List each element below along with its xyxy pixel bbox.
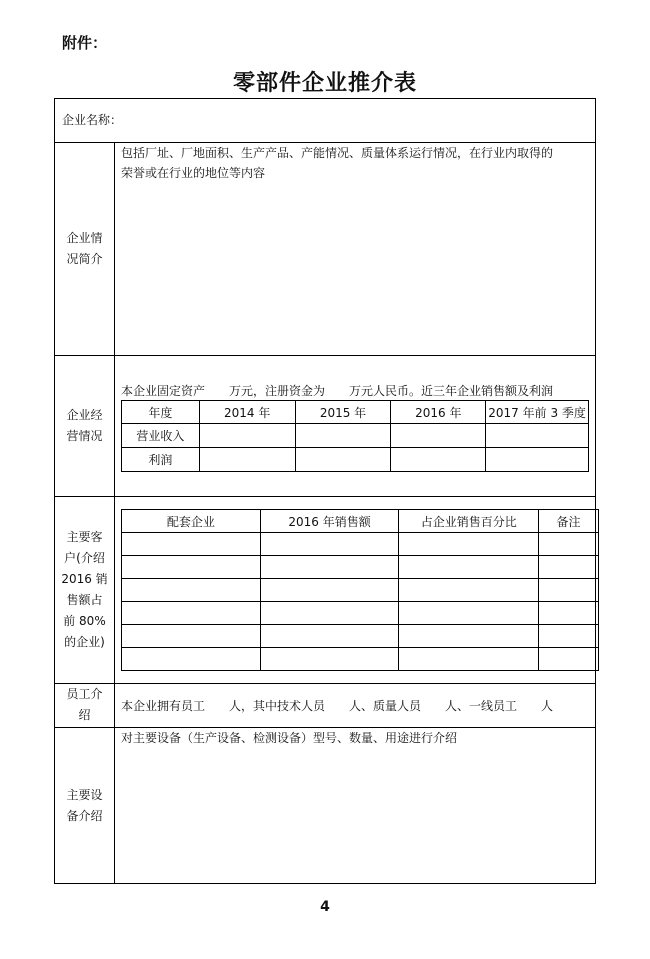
table-header-row (122, 510, 599, 533)
table-cell[interactable] (399, 556, 539, 579)
table-cell[interactable] (260, 602, 399, 625)
staff-label-line: 绍 (78, 708, 91, 722)
table-cell[interactable] (199, 424, 295, 448)
table-cell[interactable] (295, 424, 391, 448)
table-header-cell: 2014 年 (199, 401, 295, 424)
table-row (122, 602, 599, 625)
row-divider (54, 355, 596, 356)
customers-table (121, 509, 599, 671)
table-header-cell: 占企业销售百分比 (399, 510, 539, 533)
staff-label-line: 员工介 (66, 687, 103, 701)
table-cell: 利润 (122, 448, 200, 472)
operations-label-line: 营情况 (66, 428, 103, 443)
customers-label-line: 户(介绍 (64, 550, 105, 565)
table-cell[interactable] (122, 625, 261, 648)
table-cell[interactable] (539, 648, 599, 671)
page-title: 零部件企业推介表 (232, 71, 417, 96)
operations-table (121, 400, 589, 472)
table-cell[interactable] (486, 448, 589, 472)
table-cell[interactable] (539, 602, 599, 625)
table-row (122, 556, 599, 579)
table-cell[interactable] (260, 579, 399, 602)
table-cell[interactable] (122, 602, 261, 625)
table-cell: 营业收入 (122, 424, 200, 448)
table-header-cell: 2015 年 (295, 401, 391, 424)
row-divider (54, 683, 596, 684)
table-cell[interactable] (260, 556, 399, 579)
customers-label-line: 售额占 (66, 592, 103, 607)
table-cell[interactable] (295, 448, 391, 472)
equipment-label (55, 727, 114, 884)
table-cell[interactable] (391, 424, 486, 448)
table-row (122, 579, 599, 602)
staff-label (55, 683, 114, 727)
table-cell[interactable] (399, 648, 539, 671)
table-header-cell: 2017 年前 3 季度 (486, 401, 589, 424)
table-cell[interactable] (122, 533, 261, 556)
table-cell[interactable] (486, 424, 589, 448)
equipment-label-line: 主要设 (66, 787, 103, 802)
table-cell[interactable] (122, 579, 261, 602)
table-cell[interactable] (391, 448, 486, 472)
intro-label-line: 况简介 (66, 251, 103, 266)
row-divider (54, 496, 596, 497)
company-name-label: 企业名称： (62, 113, 123, 127)
table-cell[interactable] (399, 602, 539, 625)
table-cell[interactable] (260, 648, 399, 671)
table-header-cell: 2016 年销售额 (260, 510, 399, 533)
table-cell[interactable] (539, 556, 599, 579)
table-cell[interactable] (260, 625, 399, 648)
intro-text-line: 包括厂址、厂地面积、生产产品、产能情况、质量体系运行情况，在行业内取得的 (121, 146, 554, 160)
table-row (122, 448, 589, 472)
label-column-divider (114, 142, 115, 884)
table-header-cell: 年度 (122, 401, 200, 424)
table-row (122, 424, 589, 448)
attachment-label: 附件： (62, 34, 108, 52)
table-cell[interactable] (539, 579, 599, 602)
intro-text (121, 143, 593, 183)
customers-label (55, 496, 114, 683)
table-cell[interactable] (122, 648, 261, 671)
intro-text-line: 荣誉或在行业的地位等内容 (121, 166, 266, 180)
table-cell[interactable] (199, 448, 295, 472)
operations-sentence: 本企业固定资产 万元，注册资金为 万元人民币。近三年企业销售额及利润 (121, 384, 554, 398)
customers-label-line: 2016 销 (61, 571, 108, 586)
staff-sentence: 本企业拥有员工 人，其中技术人员 人、质量人员 人、一线员工 人 (121, 699, 554, 713)
customers-label-line: 前 80% (63, 613, 106, 628)
equipment-label-line: 备介绍 (66, 808, 103, 823)
intro-label-line: 企业情 (66, 230, 103, 245)
table-header-cell: 配套企业 (122, 510, 261, 533)
customers-label-line: 主要客 (66, 529, 103, 544)
customers-label-line: 的企业) (64, 634, 105, 649)
table-cell[interactable] (399, 625, 539, 648)
table-cell[interactable] (399, 579, 539, 602)
table-cell[interactable] (399, 533, 539, 556)
table-header-cell: 备注 (539, 510, 599, 533)
table-cell[interactable] (260, 533, 399, 556)
form-frame (54, 98, 596, 884)
equipment-text: 对主要设备（生产设备、检测设备）型号、数量、用途进行介绍 (121, 731, 458, 745)
operations-label-line: 企业经 (66, 407, 103, 422)
table-cell[interactable] (539, 625, 599, 648)
table-cell[interactable] (122, 556, 261, 579)
page-number: 4 (320, 899, 330, 915)
table-cell[interactable] (539, 533, 599, 556)
operations-label (55, 355, 114, 496)
table-row (122, 533, 599, 556)
intro-label (55, 142, 114, 355)
table-header-cell: 2016 年 (391, 401, 486, 424)
table-header-row (122, 401, 589, 424)
table-row (122, 625, 599, 648)
table-row (122, 648, 599, 671)
